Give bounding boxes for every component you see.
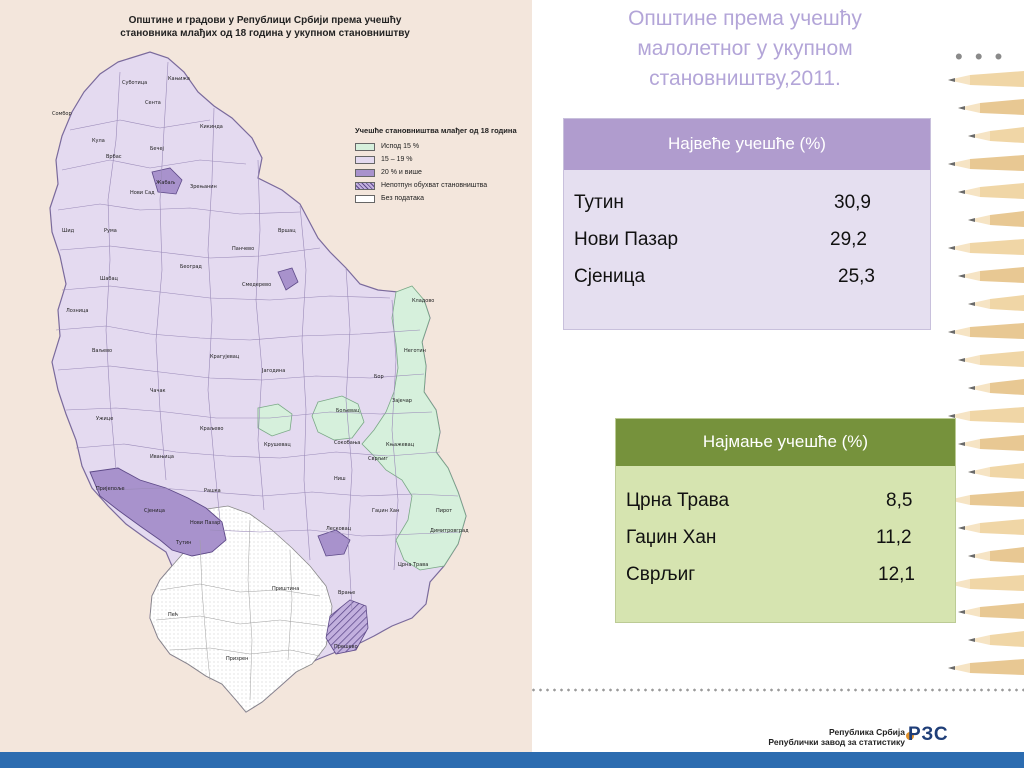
pencil-lead [968,386,975,390]
legend-swatch [355,169,375,177]
pencil-body [970,491,1024,507]
pencil-lead [958,274,965,278]
organization-line: Република Србија [829,727,905,737]
share-value: 30,9 [834,192,871,213]
pencil-body [990,379,1024,395]
map-label: Ивањица [150,454,174,460]
map-label: Рашка [204,488,221,494]
organization-name [740,727,905,747]
legend-item [355,179,525,192]
legend-label: 15 – 19 % [381,156,413,163]
share-value: 8,5 [886,490,913,511]
map-label: Шид [62,228,75,234]
pencil-body [990,463,1024,479]
map-label: Рума [104,228,117,234]
map-title-line: Општине и градови у Републици Србији према учешћу [128,15,402,26]
pencil-lead [948,78,955,82]
municipality-name: Гаџин Хан [626,527,717,548]
map-label: Неготин [404,348,426,354]
pencil-body [970,155,1024,171]
map-label: Лесковац [326,526,352,532]
map-label: Кула [92,138,105,144]
pencil-lead [958,442,965,446]
pencil-lead [968,554,975,558]
municipality-name: Сјеница [574,266,646,287]
pencil-lead [958,610,965,614]
map-label: Крушевац [264,442,291,448]
map-label: Бор [374,374,384,380]
pencil-body [970,407,1024,423]
map-label: Тутин [176,540,192,546]
slide-title [560,4,930,94]
legend-swatch [355,195,375,203]
map-label: Чачак [150,388,166,394]
map-label: Лозница [66,308,89,314]
map-label: Књажевац [386,442,415,448]
pencil-body [970,575,1024,591]
decorative-dots: • • • [955,44,1006,69]
map-label: Панчево [232,246,255,252]
map-label: Јагодина [262,368,286,374]
table-row [616,527,955,564]
legend-label: 20 % и више [381,169,422,176]
map-label: Ужице [96,416,114,422]
map-label: Сјеница [144,508,165,514]
map-label: Пирот [436,508,453,514]
map-label: Нови Сад [130,190,155,196]
share-value: 25,3 [838,266,875,287]
map-label: Београд [180,264,202,270]
map-label: Крагујевац [210,354,240,360]
pencil-body [980,519,1024,535]
map-label: Приштина [272,586,300,592]
map-label: Бечеј [150,146,164,152]
map-label: Нови Пазар [190,520,221,526]
legend-swatch [355,182,375,190]
dotted-divider [530,688,1024,692]
table-row [564,266,930,303]
legend-label: Непотпун обухват становништва [381,182,488,189]
pencil-body [990,127,1024,143]
rzs-logo: РЗС [908,724,949,745]
map-label: Гаџин Хан [372,508,400,514]
map-label: Сокобања [334,440,361,446]
share-value: 12,1 [878,564,915,585]
legend-label: Без података [381,195,424,202]
municipality-name: Сврљиг [626,564,696,585]
legend-item [355,153,525,166]
map-label: Ниш [334,476,346,482]
map-label: Пећ [168,612,179,618]
legend-title: Учешће становништва млађег од 18 година [355,126,517,135]
pencil-lead [958,526,965,530]
smallest-share-table [615,418,956,623]
table-row [564,229,930,266]
map-label: Жабаљ [156,180,176,186]
organization-line: Републички завод за статистику [768,737,905,747]
pencil-body [980,351,1024,367]
pencil-body [990,295,1024,311]
table-row [616,564,955,601]
pencil-lead [968,638,975,642]
map-legend [355,126,525,205]
pencil-body [980,435,1024,451]
map-label: Прешево [334,644,358,650]
pencil-lead [968,134,975,138]
map-label: Црна Трава [398,562,429,568]
pencil-lead [948,330,955,334]
map-label: Кањижа [168,76,190,82]
map-label: Смедерево [242,282,272,288]
map-label: Вршац [278,228,296,234]
map-label: Кладово [412,298,435,304]
map-label: Кикинда [200,124,223,130]
pencil-lead [968,470,975,474]
pencil-body [980,99,1024,115]
legend-item [355,140,525,153]
pencil-body [980,603,1024,619]
pencil-body [970,71,1024,87]
pencil-body [970,239,1024,255]
map-label: Краљево [200,426,224,432]
pencil-body [970,323,1024,339]
map-label: Суботица [122,80,148,86]
slide-title-line: Општине према учешћу [628,7,862,30]
pencil-body [980,267,1024,283]
pencil-body [990,631,1024,647]
map-label: Зајечар [392,398,412,404]
pencil-body [980,183,1024,199]
pencil-lead [968,218,975,222]
legend-swatch [355,143,375,151]
map-label: Призрен [226,656,249,662]
map-title-line: становника млађих од 18 година у укупном становништву [120,28,410,39]
legend-swatch [355,156,375,164]
pencil-body [970,659,1024,675]
municipality-name: Тутин [574,192,624,213]
largest-share-table [563,118,931,330]
share-value: 29,2 [830,229,867,250]
map-label: Сврљиг [368,456,388,462]
map-label: Пријепоље [96,486,125,492]
map-label: Врбас [106,154,122,160]
table-row [616,490,955,527]
table-row [564,192,930,229]
map-label: Шабац [100,276,118,282]
largest-share-header: Највеће учешће (%) [564,119,930,170]
pencil-lead [968,302,975,306]
pencil-lead [958,190,965,194]
footer-bar [0,752,1024,768]
municipality-name: Црна Трава [626,490,730,511]
map-label: Ваљево [92,348,113,354]
slide-title-line: становништву,2011. [649,67,841,90]
legend-item [355,166,525,179]
legend-label: Испод 15 % [381,143,420,150]
pencil-lead [958,106,965,110]
pencil-body [990,547,1024,563]
map-label: Зрењанин [190,184,217,190]
share-value: 11,2 [876,527,912,548]
slide-title-line: малолетног у укупном [637,37,853,60]
smallest-share-header: Најмање учешће (%) [616,419,955,466]
municipality-name: Нови Пазар [574,229,679,250]
map-label: Сомбор [52,111,72,117]
pencil-body [990,211,1024,227]
pencil-lead [948,246,955,250]
map-label: Врање [338,590,356,596]
legend-item [355,192,525,205]
map-label: Сента [145,100,161,106]
pencil-lead [948,666,955,670]
pencil-lead [958,358,965,362]
map-label: Димитровград [430,528,469,534]
pencil-lead [948,162,955,166]
map-label: Бољевац [336,408,360,414]
